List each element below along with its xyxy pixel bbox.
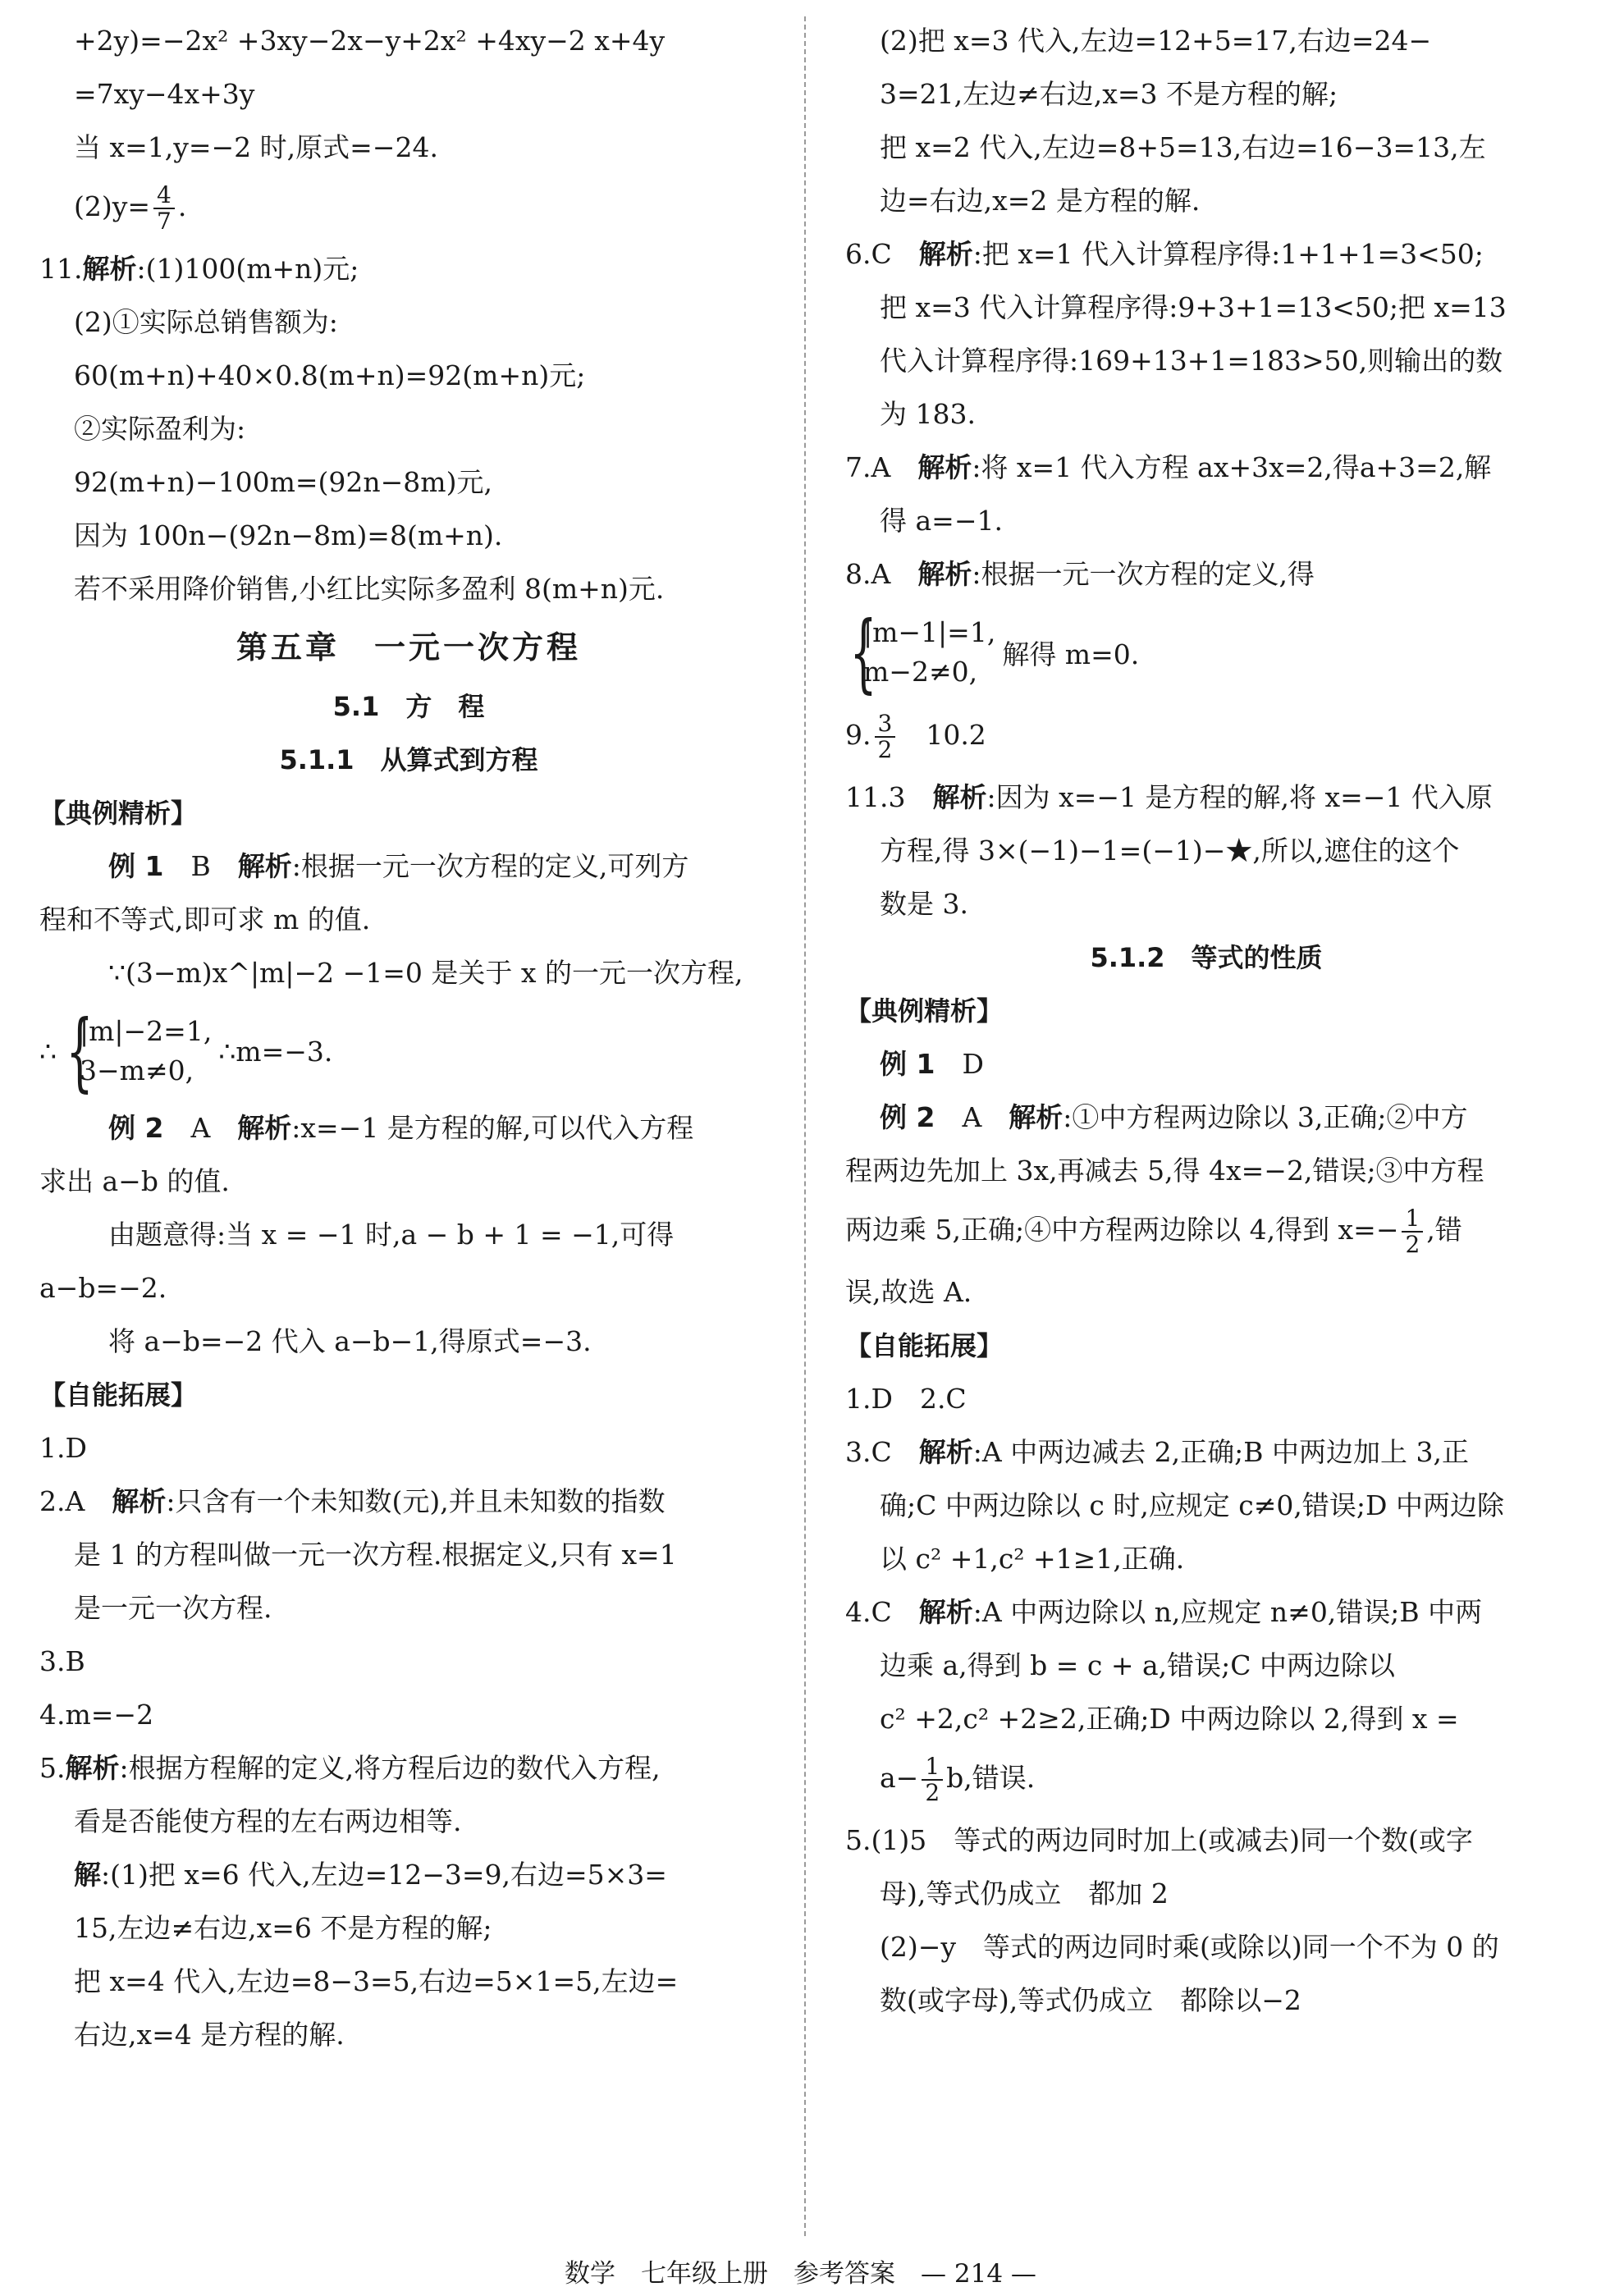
answer-2: 2.A 解析:只含有一个未知数(元),并且未知数的指数 [39, 1485, 666, 1517]
text-line: 方程,得 3×(−1)−1=(−1)−★,所以,遮住的这个 [880, 835, 1460, 867]
text-line: 把 x=2 代入,左边=8+5=13,右边=16−3=13,左 [880, 131, 1486, 163]
text-line: 误,故选 A. [845, 1276, 972, 1308]
fraction: $\frac{1}{2}$ [922, 1754, 943, 1805]
text-line: (2)①实际总销售额为: [74, 306, 338, 338]
text-line: 确;C 中两边除以 c 时,应规定 c≠0,错误;D 中两边除 [880, 1489, 1504, 1521]
text-line: 以 c² +1,c² +1≥1,正确. [880, 1543, 1185, 1575]
text-line: 把 x=3 代入计算程序得:9+3+1=13<50;把 x=13 [880, 291, 1507, 323]
answer-3: 3.B [39, 1645, 85, 1677]
subsection-title: 5.1.2 等式的性质 [1090, 942, 1323, 973]
text-line: 边乘 a,得到 b = c + a,错误;C 中两边除以 [880, 1649, 1396, 1681]
answer-1-2: 1.D 2.C [845, 1383, 967, 1415]
text-line: 是一元一次方程. [74, 1592, 272, 1624]
text-line: 解:(1)把 x=6 代入,左边=12−3=9,右边=5×3= [74, 1859, 667, 1891]
example-1: 例 1 D [880, 1048, 984, 1080]
answer-5: 5.解析:根据方程解的定义,将方程后边的数代入方程, [39, 1752, 661, 1784]
equation-system: { |m−1|=1, m−2≠0, 解得 m=0. [849, 602, 1140, 702]
text-line: (2)−y 等式的两边同时乘(或除以)同一个不为 0 的 [880, 1931, 1499, 1963]
text-line: 边=右边,x=2 是方程的解. [880, 185, 1201, 217]
fraction: $\frac{1}{2}$ [1402, 1206, 1423, 1257]
text-line: a− $\frac{1}{2}$ b,错误. [880, 1753, 1036, 1806]
text-line: ②实际盈利为: [74, 413, 246, 445]
text-line: 60(m+n)+40×0.8(m+n)=92(m+n)元; [74, 359, 586, 391]
answer-8: 8.A 解析:根据一元一次方程的定义,得 [845, 558, 1315, 590]
text-line: 将 a−b=−2 代入 a−b−1,得原式=−3. [108, 1325, 592, 1357]
answer-11: 11.解析:(1)100(m+n)元; [39, 253, 359, 285]
text-line: 两边乘 5,正确;④中方程两边除以 4,得到 x=− $\frac{1}{2}$ ,错 [845, 1205, 1462, 1258]
column-divider [804, 16, 806, 2236]
text-line: 数(或字母),等式仍成立 都除以−2 [880, 1984, 1301, 2016]
block-heading: 【自能拓展】 [845, 1330, 1004, 1361]
text-line: 代入计算程序得:169+13+1=183>50,则输出的数 [880, 345, 1503, 377]
text-line: 母),等式仍成立 都加 2 [880, 1878, 1169, 1910]
page-footer: 数学 七年级上册 参考答案 — 214 — [565, 2259, 1036, 2289]
text-line: 把 x=4 代入,左边=8−3=5,右边=5×1=5,左边= [74, 1965, 679, 1997]
text-line: 当 x=1,y=−2 时,原式=−24. [74, 131, 438, 163]
answer-4: 4.C 解析:A 中两边除以 n,应规定 n≠0,错误;B 中两 [845, 1596, 1483, 1628]
right-column [845, 15, 1567, 2028]
left-column [39, 15, 778, 2062]
text-line: 求出 a−b 的值. [39, 1165, 230, 1197]
text-line: ∵(3−m)x^|m|−2 −1=0 是关于 x 的一元一次方程, [108, 957, 743, 989]
example-2: 例 2 A 解析:①中方程两边除以 3,正确;②中方 [880, 1101, 1468, 1133]
text-line: 为 183. [880, 398, 976, 430]
text-line: 程和不等式,即可求 m 的值. [39, 903, 371, 935]
text-line: (2)y= $\frac{4}{7}$ . [74, 181, 187, 235]
text-line: 由题意得:当 x = −1 时,a − b + 1 = −1,可得 [108, 1219, 675, 1251]
example-1: 例 1 B 解析:根据一元一次方程的定义,可列方 [108, 850, 689, 882]
equation-system: ∴ { |m|−2=1, 3−m≠0, ∴m=−3. [39, 1001, 333, 1101]
text-line: 程两边先加上 3x,再减去 5,得 4x=−2,错误;③中方程 [845, 1155, 1484, 1187]
answer-11: 11.3 解析:因为 x=−1 是方程的解,将 x=−1 代入原 [845, 781, 1493, 813]
answer-3: 3.C 解析:A 中两边减去 2,正确;B 中两边加上 3,正 [845, 1436, 1469, 1468]
text-line: 15,左边≠右边,x=6 不是方程的解; [74, 1912, 492, 1944]
chapter-title: 第五章 一元一次方程 [236, 629, 581, 665]
answer-9-10: 9. $\frac{3}{2}$ 10.2 [845, 710, 986, 763]
subsection-title: 5.1.1 从算式到方程 [279, 744, 538, 775]
answer-5: 5.(1)5 等式的两边同时加上(或减去)同一个数(或字 [845, 1824, 1473, 1856]
answer-7: 7.A 解析:将 x=1 代入方程 ax+3x=2,得a+3=2,解 [845, 451, 1492, 483]
text-line: 右边,x=4 是方程的解. [74, 2019, 345, 2051]
text-line: 因为 100n−(92n−8m)=8(m+n). [74, 519, 503, 551]
answer-6: 6.C 解析:把 x=1 代入计算程序得:1+1+1=3<50; [845, 238, 1484, 270]
text-line: (2)把 x=3 代入,左边=12+5=17,右边=24− [880, 25, 1432, 57]
text-line: 92(m+n)−100m=(92n−8m)元, [74, 466, 492, 498]
block-heading: 【自能拓展】 [39, 1379, 198, 1411]
section-title: 5.1 方 程 [332, 691, 485, 722]
text-line: 是 1 的方程叫做一元一次方程.根据定义,只有 x=1 [74, 1539, 677, 1571]
text-line: 若不采用降价销售,小红比实际多盈利 8(m+n)元. [74, 573, 665, 605]
fraction: $\frac{4}{7}$ [153, 183, 175, 234]
fraction: $\frac{3}{2}$ [875, 711, 896, 762]
text-line: 看是否能使方程的左右两边相等. [74, 1805, 462, 1837]
text-line: 得 a=−1. [880, 505, 1003, 537]
text-line: c² +2,c² +2≥2,正确;D 中两边除以 2,得到 x = [880, 1703, 1459, 1735]
text-line: +2y)=−2x² +3xy−2x−y+2x² +4xy−2 x+4y [74, 25, 666, 57]
text-line: =7xy−4x+3y [74, 78, 255, 110]
text-line: a−b=−2. [39, 1272, 167, 1304]
block-heading: 【典例精析】 [845, 995, 1004, 1027]
answer-1: 1.D [39, 1432, 87, 1464]
example-2: 例 2 A 解析:x=−1 是方程的解,可以代入方程 [108, 1112, 694, 1144]
text-line: 3=21,左边≠右边,x=3 不是方程的解; [880, 78, 1338, 110]
answer-4: 4.m=−2 [39, 1699, 154, 1731]
text-line: 数是 3. [880, 888, 968, 920]
block-heading: 【典例精析】 [39, 798, 198, 829]
